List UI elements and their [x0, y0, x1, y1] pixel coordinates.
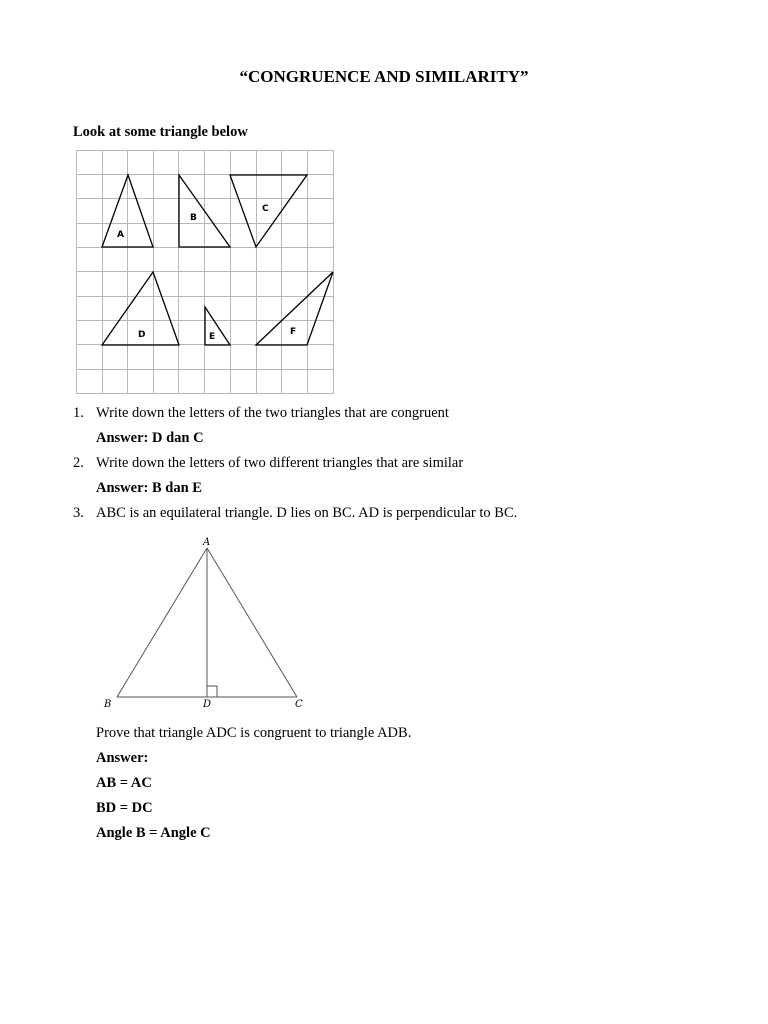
triangle-grid-figure: [76, 150, 336, 396]
vertex-label-b: B: [104, 699, 112, 710]
side-ac: [207, 548, 297, 697]
equilateral-triangle-figure: [100, 533, 320, 713]
vertex-label-c: C: [295, 699, 303, 710]
vertex-label-a: A: [203, 537, 211, 548]
question-1-text: Write down the letters of the two triangles that are congruent: [96, 405, 449, 421]
label-f: F: [290, 327, 297, 337]
question-1-number: 1.: [73, 405, 84, 421]
vertex-label-d: D: [203, 699, 212, 710]
question-3-text: ABC is an equilateral triangle. D lies on BC. AD is perpendicular to BC.: [96, 505, 518, 521]
question-3-number: 3.: [73, 505, 84, 521]
proof-answer-heading: Answer:: [96, 750, 149, 766]
intro-text: Look at some triangle below: [73, 124, 248, 140]
right-angle-mark: [207, 686, 217, 697]
question-2-text: Write down the letters of two different triangles that are similar: [96, 455, 464, 471]
page-title: “CONGRUENCE AND SIMILARITY”: [239, 67, 529, 86]
proof-line-3: Angle B = Angle C: [96, 825, 211, 841]
question-2-answer: Answer: B dan E: [96, 480, 202, 496]
proof-line-1: AB = AC: [96, 775, 152, 791]
question-3: [73, 505, 517, 522]
side-ab: [117, 548, 207, 697]
label-e: E: [209, 332, 216, 342]
label-c: C: [262, 204, 269, 214]
question-1-answer: Answer: D dan C: [96, 430, 204, 446]
question-1: [73, 405, 449, 422]
question-2: [73, 455, 463, 472]
proof-prompt: Prove that triangle ADC is congruent to triangle ADB.: [96, 725, 412, 741]
label-b: B: [190, 213, 197, 223]
question-2-number: 2.: [73, 455, 84, 471]
label-d: D: [138, 330, 146, 340]
grid-lines: [76, 150, 334, 394]
label-a: A: [117, 230, 124, 240]
proof-line-2: BD = DC: [96, 800, 153, 816]
